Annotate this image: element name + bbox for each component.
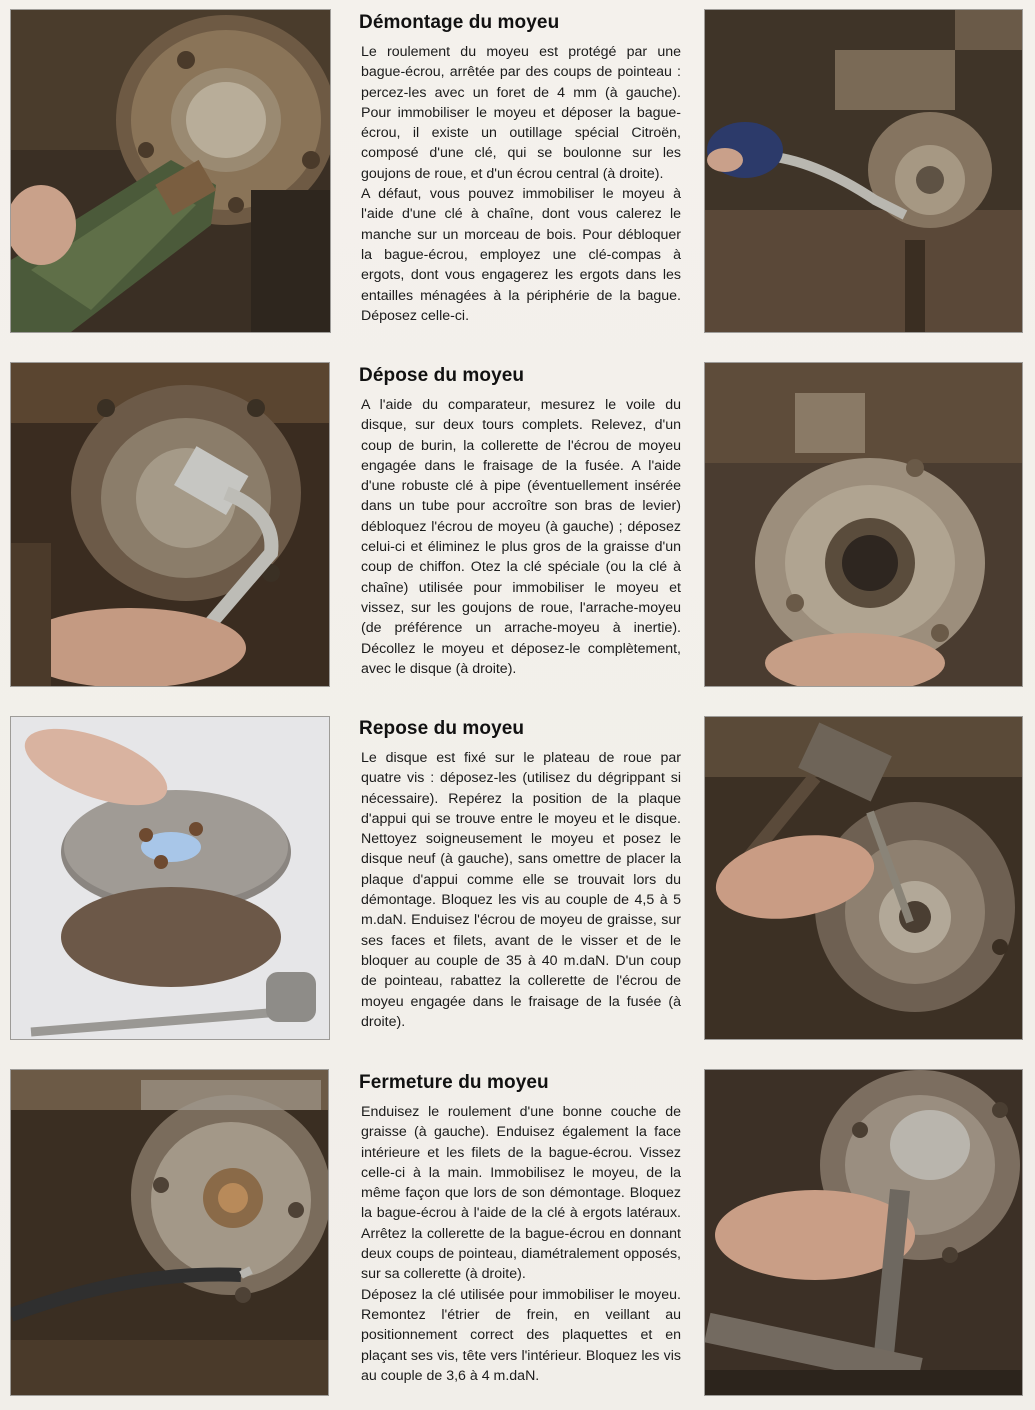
- section-title: Repose du moyeu: [359, 718, 525, 739]
- section-paragraph: A défaut, vous pouvez immobiliser le moyeu à l'aide d'une clé à chaîne, dont vous calerez le manche sur un morceau de bois. Pour débloquer la bague-écrou, employez une clé-compas à ergots, dont vous engagerez les ergots dans les entailles ménagées à la périphérie de la bague. Déposez celle-ci.: [361, 186, 681, 324]
- photo-disc-assembly: [11, 717, 329, 1039]
- section-demontage: [355, 12, 681, 326]
- photo-punching-collar: [705, 717, 1022, 1039]
- section-paragraph: Enduisez le roulement d'une bonne couche de graisse (à gauche). Enduisez également la face intérieure et les filets de la bague-écrou. Vissez celle-ci à la main. Immobilisez le moyeu, de la même façon que lors de son démontage. Bloquez la bague-écrou à l'aide de la clé à ergots latéraux. Arrêtez la collerette de la bague-écrou en donnant deux coups de pointeau, diamétralement opposés, sur sa collerette (à droite).: [361, 1104, 681, 1283]
- photo-drilling-hub-nut: [11, 10, 330, 332]
- section-depose: [355, 365, 681, 679]
- section-fermeture: [355, 1072, 681, 1386]
- section-paragraph: Le disque est fixé sur le plateau de roue par quatre vis : déposez-les (utilisez du dégrippant si nécessaire). Repérez la position de la plaque d'appui qui se trouve entre le moyeu et le disque. Nettoyez soigneusement le moyeu et posez le disque neuf (à gauche), sans omettre de placer la plaque d'appui comme elle se trouvait lors du démontage. Bloquez les vis au couple de 4,5 à 5 m.daN. Enduisez l'écrou de moyeu de graisse, sur ses faces et filets, avant de le visser et de le bloquer au couple de 35 à 40 m.daN. D'un coup de pointeau, rabattez la collerette de l'écrou de moyeu engagée dans le fraisage de la fusée (à droite).: [361, 750, 681, 1030]
- photo-greasing-bearing: [11, 1070, 328, 1395]
- section-title: Dépose du moyeu: [359, 365, 525, 386]
- section-title: Démontage du moyeu: [359, 12, 560, 33]
- section-paragraph: A l'aide du comparateur, mesurez le voile du disque, sur deux tours complets. Relevez, d'un coup de burin, la collerette de l'écrou de moyeu engagée dans le fraisage de la fusée. A l'aide d'une robuste clé à pipe (éventuellement insérée dans un tube pour accroître son bras de levier) débloquez l'écrou de moyeu (à gauche) ; déposez celui-ci et éliminez le plus gros de la graisse d'un coup de chiffon. Otez la clé spéciale (ou la clé à chaîne) utilisée pour immobiliser le moyeu et vissez, sur les goujons de roue, l'arrache-moyeu (de préférence un arrache-moyeu à inertie). Décollez le moyeu et déposez-le complètement, avec le disque (à droite).: [361, 397, 681, 677]
- photo-special-tool-hub: [705, 10, 1022, 332]
- photo-pipe-wrench-hub: [11, 363, 329, 686]
- section-paragraph: Le roulement du moyeu est protégé par une bague-écrou, arrêtée par des coups de pointeau : percez-les avec un foret de 4 mm (à gauche). Pour immobiliser le moyeu et déposer la bague-écrou, il existe un outillage spécial Citroën, composé d'une clé, qui se boulonne sur les goujons de roue, et d'un écrou central (à droite).: [361, 44, 681, 182]
- section-repose: [355, 718, 681, 1032]
- photo-hub-removed: [705, 363, 1022, 686]
- section-paragraph: Déposez la clé utilisée pour immobiliser le moyeu. Remontez l'étrier de frein, en veillant au positionnement correct des plaquettes et en plaçant ses vis, tête vers l'intérieur. Bloquez les vis au couple de 3,6 à 4 m.daN.: [361, 1286, 681, 1384]
- section-title: Fermeture du moyeu: [359, 1072, 549, 1093]
- photo-tightening-nut: [705, 1070, 1022, 1395]
